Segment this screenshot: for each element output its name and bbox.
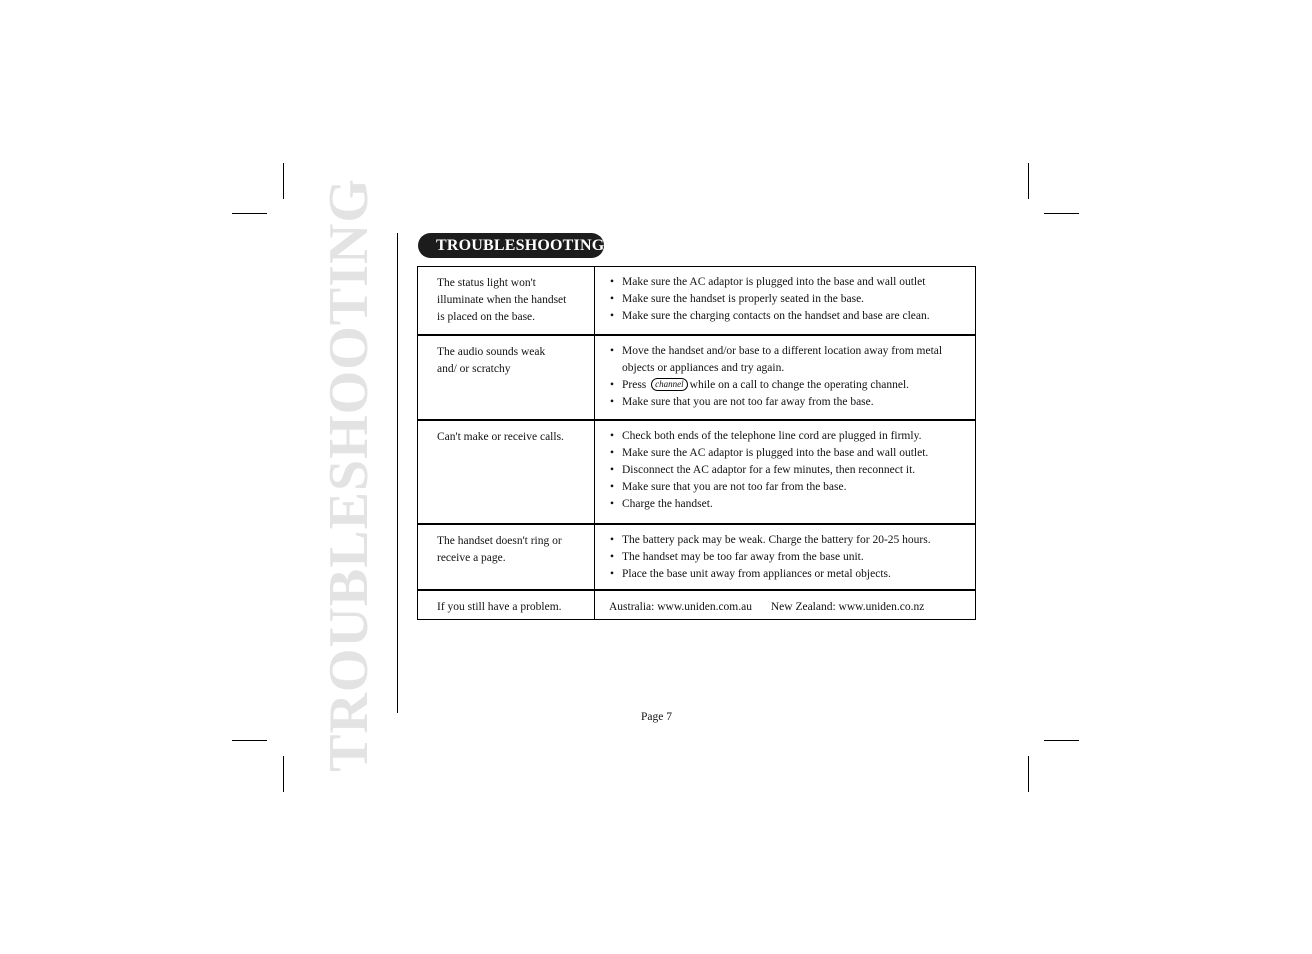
solution-item: • Make sure the AC adaptor is plugged into the base and wall outlet. bbox=[609, 445, 965, 462]
crop-mark bbox=[283, 163, 284, 199]
solution-item: • Check both ends of the telephone line cord are plugged in firmly. bbox=[609, 428, 965, 445]
solution-cell bbox=[595, 335, 976, 420]
problem-text: Can't make or receive calls. bbox=[437, 430, 564, 443]
solution-text: while on a call to change the operating channel. bbox=[689, 378, 910, 391]
solution-item: • Make sure the charging contacts on the handset and base are clean. bbox=[609, 308, 965, 325]
solution-item: • The battery pack may be weak. Charge the battery for 20-25 hours. bbox=[609, 532, 965, 549]
crop-mark bbox=[232, 740, 267, 741]
table-row bbox=[418, 524, 976, 590]
crop-mark bbox=[1044, 213, 1079, 214]
problem-cell bbox=[418, 524, 595, 590]
section-title: TROUBLESHOOTING bbox=[418, 233, 604, 258]
solution-item bbox=[609, 377, 965, 394]
crop-mark bbox=[1028, 756, 1029, 792]
solution-list bbox=[609, 274, 965, 325]
solution-cell bbox=[595, 524, 976, 590]
troubleshooting-table bbox=[417, 266, 976, 620]
website-new-zealand[interactable]: New Zealand: www.uniden.co.nz bbox=[770, 600, 925, 613]
table-row bbox=[418, 335, 976, 420]
side-title bbox=[318, 178, 380, 772]
solution-item: • Disconnect the AC adaptor for a few minutes, then reconnect it. bbox=[609, 462, 965, 479]
solution-item: • Make sure the AC adaptor is plugged into the base and wall outlet bbox=[609, 274, 965, 291]
table-row bbox=[418, 267, 976, 335]
page-number: Page 7 bbox=[641, 711, 672, 723]
crop-mark bbox=[1044, 740, 1079, 741]
vertical-divider bbox=[397, 233, 398, 713]
solution-cell bbox=[595, 267, 976, 335]
problem-text: If you still have a problem. bbox=[437, 600, 562, 613]
solution-item: • The handset may be too far away from the base unit. bbox=[609, 549, 965, 566]
solution-item: • Move the handset and/or base to a different location away from metal objects or appliances and try again. bbox=[609, 343, 965, 377]
solution-list bbox=[609, 532, 965, 583]
table-row bbox=[418, 590, 976, 620]
solution-list bbox=[609, 428, 965, 513]
crop-mark bbox=[283, 756, 284, 792]
problem-cell bbox=[418, 420, 595, 524]
solution-item: • Charge the handset. bbox=[609, 496, 965, 513]
crop-mark bbox=[1028, 163, 1029, 199]
channel-key-icon: channel bbox=[651, 378, 688, 391]
problem-text: The status light won't illuminate when the handset is placed on the base. bbox=[437, 277, 567, 323]
solution-item: • Place the base unit away from appliances or metal objects. bbox=[609, 566, 965, 583]
problem-cell bbox=[418, 590, 595, 620]
table-row bbox=[418, 420, 976, 524]
solution-cell bbox=[595, 420, 976, 524]
problem-text: The handset doesn't ring or receive a page. bbox=[437, 534, 562, 564]
website-australia[interactable]: Australia: www.uniden.com.au bbox=[609, 600, 752, 613]
solution-item: • Make sure that you are not too far from the base. bbox=[609, 479, 965, 496]
solution-cell bbox=[595, 590, 976, 620]
problem-cell bbox=[418, 335, 595, 420]
solution-text: Press bbox=[622, 378, 647, 391]
problem-cell bbox=[418, 267, 595, 335]
problem-text: The audio sounds weak and/ or scratchy bbox=[437, 345, 546, 375]
solution-list bbox=[609, 343, 965, 411]
solution-item: • Make sure the handset is properly seated in the base. bbox=[609, 291, 965, 308]
solution-item: • Make sure that you are not too far away from the base. bbox=[609, 394, 965, 411]
crop-mark bbox=[232, 213, 267, 214]
side-title-text: TROUBLESHOOTING bbox=[318, 178, 380, 772]
